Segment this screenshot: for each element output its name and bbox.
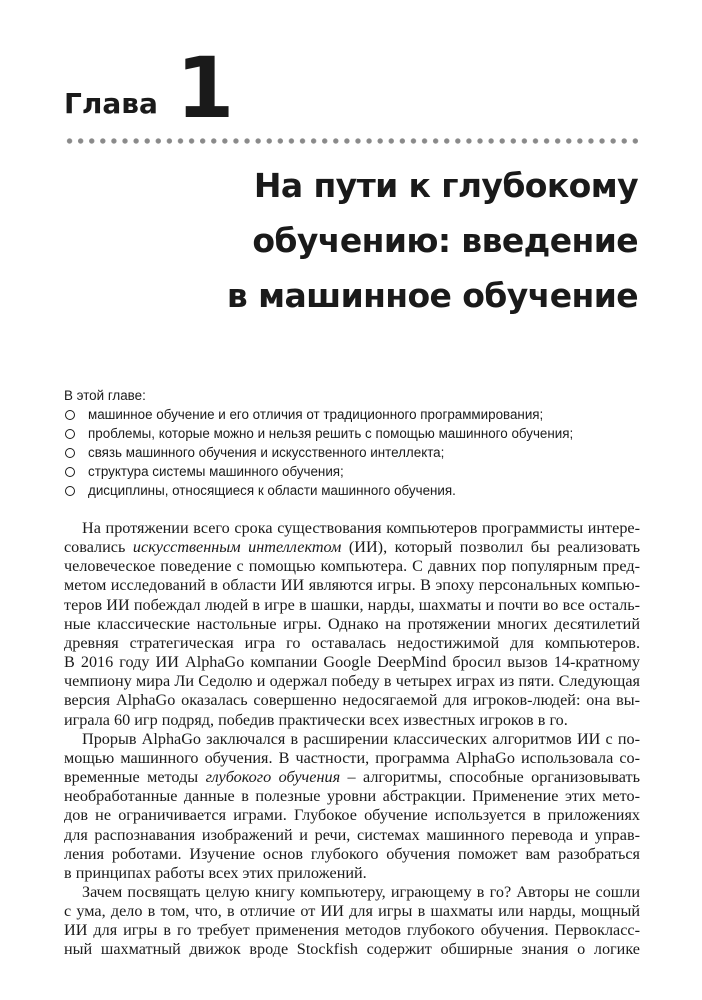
text-line: для распознавания изображений и речи, системах машинного перевода и управ- (64, 825, 640, 844)
chapter-title-line: в машинное обучение (226, 276, 638, 315)
text-line: с ума, дело в том, что, в отличие от ИИ для игры в шахматы или нарды, мощный (64, 902, 640, 921)
text-line: необработанные данные в полезные уровни абстракции. Применение этих мето- (64, 787, 640, 806)
list-item (64, 481, 640, 500)
text-line: Зачем посвящать целую книгу компьютеру, играющему в го? Авторы не сошли (82, 882, 640, 901)
paragraph (64, 730, 640, 883)
list-item-text: связь машинного обучения и искусственного интеллекта; (88, 445, 445, 460)
text-line: временные методы глубокого обучения – алгоритмы, способные организовывать (64, 768, 641, 787)
circle-bullet-icon (65, 448, 75, 458)
text-line: ления роботами. Изучение основ глубокого обучения поможет вам разобраться (64, 844, 640, 863)
chapter-header (64, 39, 235, 137)
text-line: чемпиону мира Ли Седолю и одержал победу в четырех играх из пяти. Следующая (64, 672, 640, 691)
list-item-text: проблемы, которые можно и нельзя решить с помощью машинного обучения; (88, 426, 574, 441)
chapter-intro (64, 386, 640, 500)
text-line: ный шахматный движок вроде Stockfish содержит обширные знания о логике (64, 940, 640, 959)
italic-term: глубокого обучения (205, 768, 341, 787)
italic-term: искусственным интеллектом (132, 538, 342, 557)
paragraph (64, 519, 640, 730)
intro-heading: В этой главе: (64, 388, 146, 403)
text-line: дов не ограничивается играми. Глубокое обучение используется в приложениях (64, 806, 640, 825)
circle-bullet-icon (65, 486, 75, 496)
paragraph (64, 883, 640, 960)
text-line: ИИ для игры в го требует применения методов глубокого обучения. Первокласс- (64, 921, 640, 940)
text-line: совались искусственным интеллектом (ИИ), который позволил бы реализовать (64, 538, 640, 557)
list-item (64, 424, 640, 443)
chapter-title (118, 158, 638, 323)
text-line: ные классические настольные игры. Однако на протяжении многих десятилетий (64, 614, 640, 633)
list-item (64, 462, 640, 481)
text-line: человеческое поведение с помощью компьютера. С давних пор популярным пред- (64, 557, 640, 576)
list-item (64, 405, 640, 424)
text-line: В 2016 году ИИ AlphaGo компании Google DeepMind бросил вызов 14-кратному (64, 653, 640, 672)
body-text (64, 519, 640, 960)
dotted-divider (64, 138, 640, 144)
text-line: версия AlphaGo оказалась совершенно недосягаемой для игроков-людей: она вы- (64, 691, 640, 710)
text-line: в принципах работы всех этих приложений. (64, 863, 367, 882)
text-line: теров ИИ побеждал людей в игре в шашки, нарды, шахматы и почти во все осталь- (64, 595, 640, 614)
text-line: метом исследований в области ИИ являются игры. В эпоху персональных компью- (64, 576, 640, 595)
chapter-label: Глава (64, 87, 158, 120)
circle-bullet-icon (65, 467, 75, 477)
text-line: мощью машинного обучения. В частности, программа AlphaGo использовала со- (64, 748, 640, 767)
text-line: На протяжении всего срока существования компьютеров программисты интере- (82, 519, 640, 537)
chapter-title-line: На пути к глубокому (253, 166, 638, 205)
list-item-text: дисциплины, относящиеся к области машинного обучения. (88, 483, 456, 498)
chapter-number: 1 (175, 39, 235, 137)
circle-bullet-icon (65, 410, 75, 420)
list-item-text: структура системы машинного обучения; (88, 464, 344, 479)
text-line: Прорыв AlphaGo заключался в расширении классических алгоритмов ИИ с по- (82, 729, 640, 748)
chapter-title-line: обучению: введение (252, 221, 638, 260)
list-item (64, 443, 640, 462)
circle-bullet-icon (65, 429, 75, 439)
intro-list (64, 405, 640, 500)
text-line: играла 60 игр подряд, победив практически всех известных игроков в го. (64, 710, 568, 729)
text-line: древняя стратегическая игра го оставалась недостижимой для компьютеров. (64, 633, 640, 652)
list-item-text: машинное обучение и его отличия от традиционного программирования; (88, 407, 544, 422)
